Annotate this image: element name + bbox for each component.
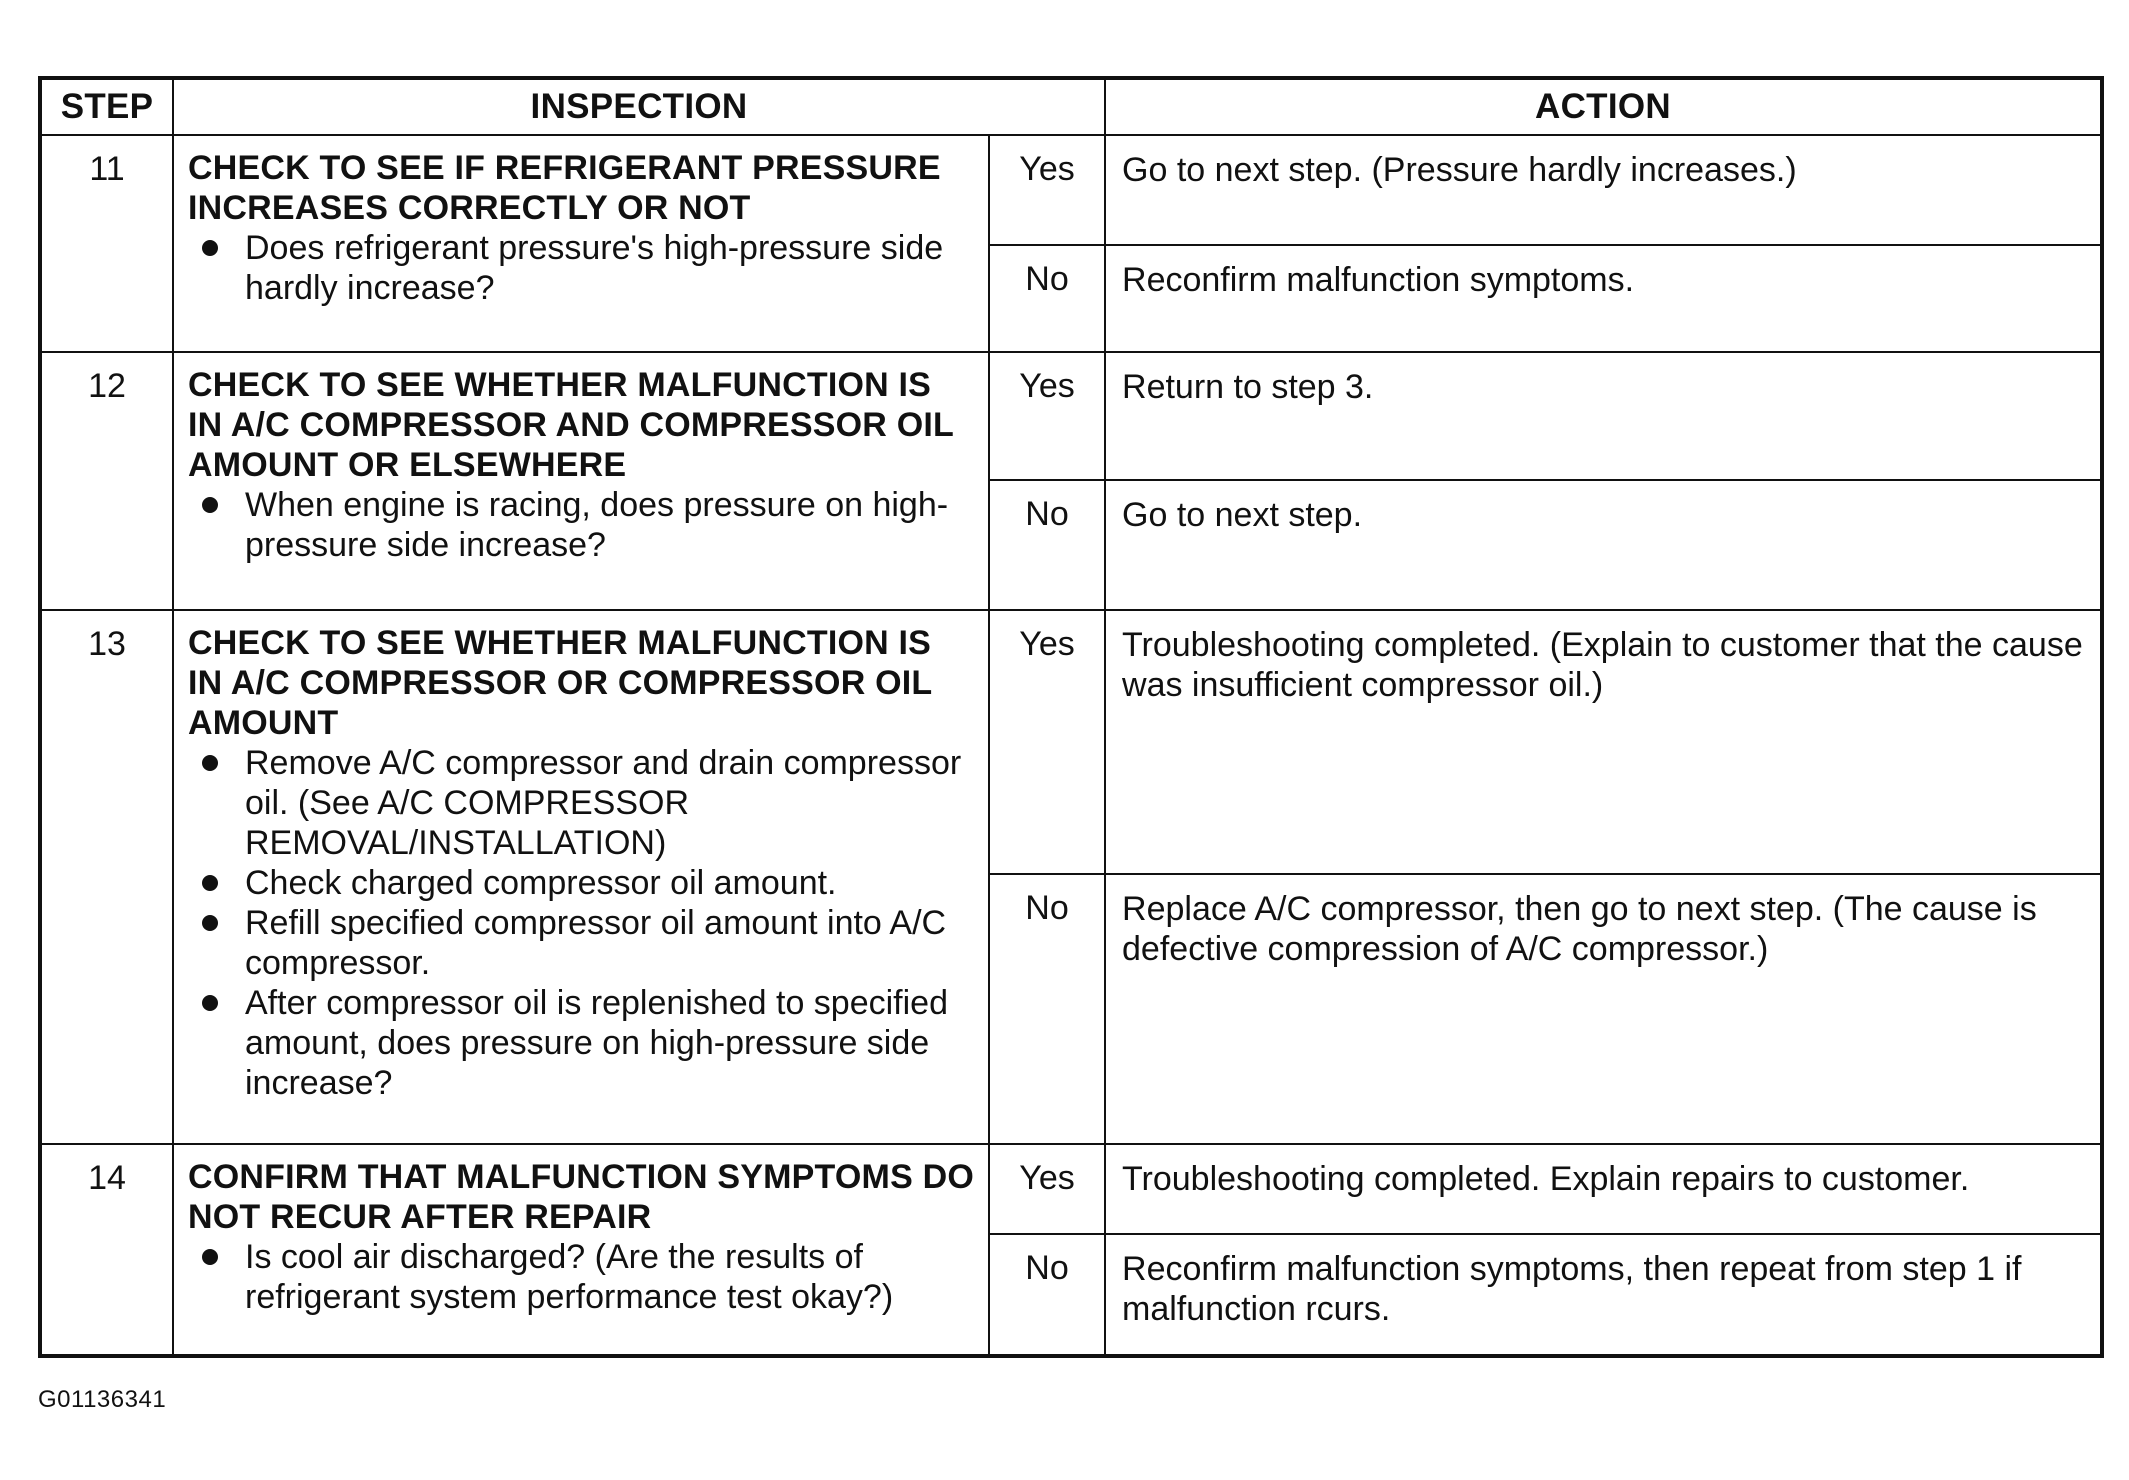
- figure-id: G01136341: [38, 1386, 167, 1413]
- inspection-bullet: Remove A/C compressor and drain compressor oil. (See A/C COMPRESSOR REMOVAL/INSTALLATION): [188, 743, 974, 863]
- step-number: 12: [40, 352, 173, 610]
- header-inspection: INSPECTION: [173, 78, 1105, 135]
- table-row-step-12-yes: [40, 352, 2102, 480]
- inspection-bullets: [188, 1237, 974, 1317]
- yes-action: Troubleshooting completed. Explain repairs to customer.: [1105, 1144, 2102, 1234]
- yes-action: Go to next step. (Pressure hardly increases.): [1105, 135, 2102, 245]
- yes-action: Troubleshooting completed. (Explain to customer that the cause was insufficient compressor oil.): [1105, 610, 2102, 874]
- inspection-bullet: Is cool air discharged? (Are the results of refrigerant system performance test okay?): [188, 1237, 974, 1317]
- header-action: ACTION: [1105, 78, 2102, 135]
- inspection-bullets: [188, 743, 974, 1103]
- table-row-step-14-yes: [40, 1144, 2102, 1234]
- no-label: No: [989, 245, 1105, 352]
- no-action: Replace A/C compressor, then go to next step. (The cause is defective compression of A/C compressor.): [1105, 874, 2102, 1144]
- no-label: No: [989, 1234, 1105, 1356]
- inspection-bullet: When engine is racing, does pressure on high-pressure side increase?: [188, 485, 974, 565]
- inspection-bullet: Check charged compressor oil amount.: [188, 863, 974, 903]
- table-row-step-13-yes: [40, 610, 2102, 874]
- step-number: 11: [40, 135, 173, 352]
- inspection-title: CHECK TO SEE IF REFRIGERANT PRESSURE INCREASES CORRECTLY OR NOT: [188, 149, 941, 227]
- inspection-bullet: After compressor oil is replenished to specified amount, does pressure on high-pressure side increase?: [188, 983, 974, 1103]
- inspection-bullets: [188, 228, 974, 308]
- inspection-cell: [173, 1144, 989, 1356]
- no-label: No: [989, 480, 1105, 610]
- no-action: Reconfirm malfunction symptoms.: [1105, 245, 2102, 352]
- inspection-bullets: [188, 485, 974, 565]
- no-action: Reconfirm malfunction symptoms, then repeat from step 1 if malfunction rcurs.: [1105, 1234, 2102, 1356]
- yes-label: Yes: [989, 610, 1105, 874]
- header-step: STEP: [40, 78, 173, 135]
- inspection-bullet: Does refrigerant pressure's high-pressure side hardly increase?: [188, 228, 974, 308]
- inspection-title: CHECK TO SEE WHETHER MALFUNCTION IS IN A/C COMPRESSOR AND COMPRESSOR OIL AMOUNT OR ELSEWHERE: [188, 366, 954, 484]
- inspection-cell: [173, 610, 989, 1144]
- yes-action: Return to step 3.: [1105, 352, 2102, 480]
- table-row-step-11-yes: [40, 135, 2102, 245]
- troubleshooting-table: [38, 76, 2104, 1358]
- inspection-title: CONFIRM THAT MALFUNCTION SYMPTOMS DO NOT RECUR AFTER REPAIR: [188, 1158, 974, 1236]
- yes-label: Yes: [989, 352, 1105, 480]
- inspection-cell: [173, 352, 989, 610]
- inspection-title: CHECK TO SEE WHETHER MALFUNCTION IS IN A/C COMPRESSOR OR COMPRESSOR OIL AMOUNT: [188, 624, 932, 742]
- inspection-bullet: Refill specified compressor oil amount into A/C compressor.: [188, 903, 974, 983]
- step-number: 13: [40, 610, 173, 1144]
- inspection-cell: [173, 135, 989, 352]
- table-header-row: [40, 78, 2102, 135]
- step-number: 14: [40, 1144, 173, 1356]
- no-action: Go to next step.: [1105, 480, 2102, 610]
- no-label: No: [989, 874, 1105, 1144]
- yes-label: Yes: [989, 1144, 1105, 1234]
- yes-label: Yes: [989, 135, 1105, 245]
